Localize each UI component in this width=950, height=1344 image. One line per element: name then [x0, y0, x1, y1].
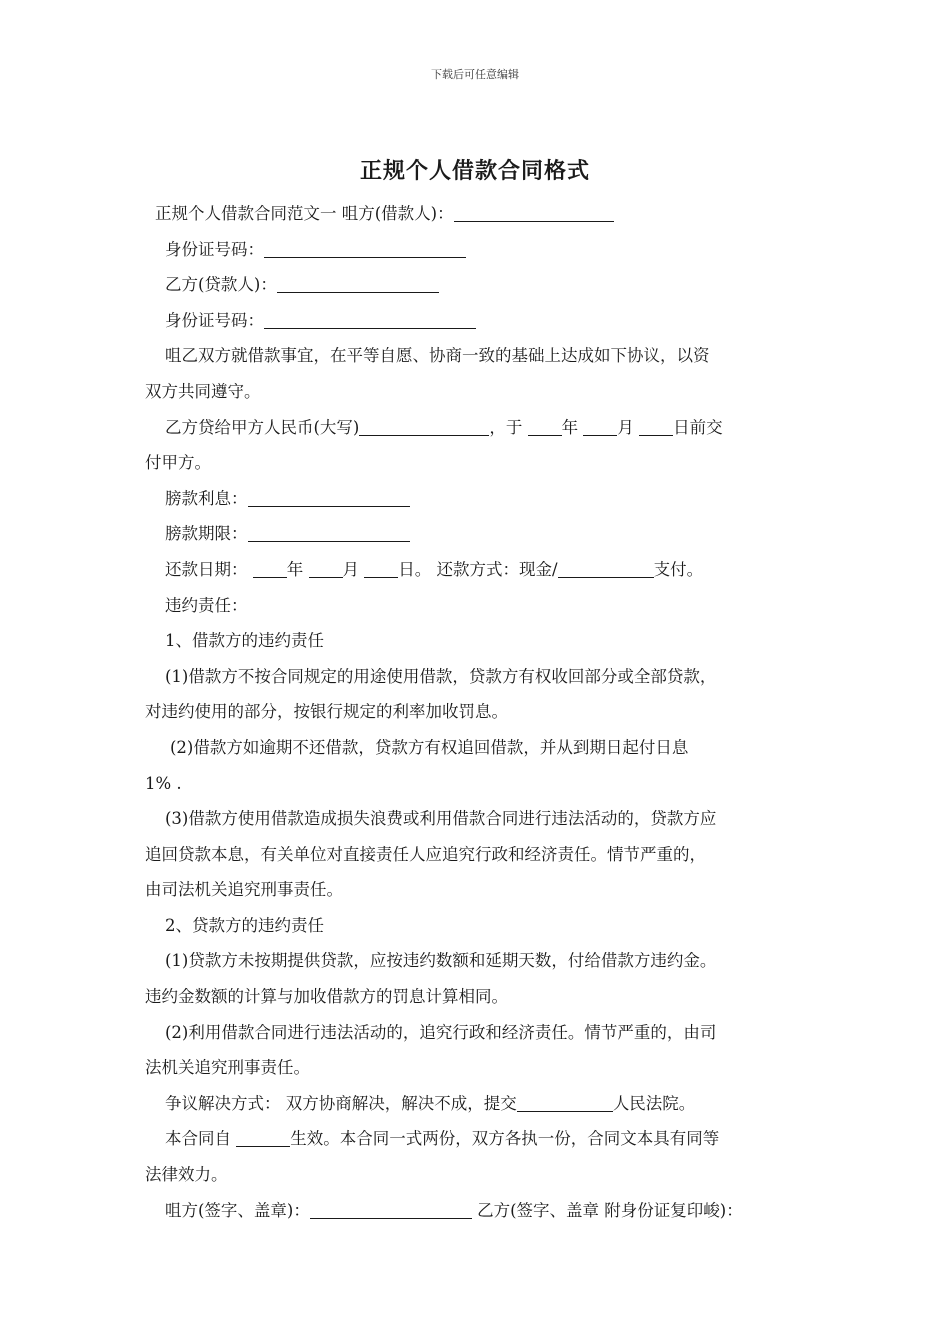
- lender-line: [145, 267, 813, 303]
- paragraph-line: 咀乙双方就借款事宜，在平等自愿、协商一致的基础上达成如下协议，以资: [165, 346, 710, 366]
- month-blank: [583, 415, 617, 436]
- section-heading: 1、借款方的违约责任: [165, 631, 324, 651]
- paragraph-line: 1% .: [145, 773, 182, 793]
- effective-line: [145, 1121, 813, 1157]
- borrower-id-line: [145, 232, 813, 268]
- text-segment: 人民法院。: [612, 1093, 696, 1113]
- court-blank: [517, 1091, 613, 1112]
- contract-body: [145, 196, 813, 1228]
- text-segment: 身份证号码：: [165, 239, 264, 259]
- term-line: [145, 516, 813, 552]
- text-segment: ，于: [489, 417, 528, 437]
- paragraph-line: 对违约使用的部分，按银行规定的利率加收罚息。: [145, 702, 508, 722]
- paragraph-line: 法律效力。: [145, 1165, 228, 1185]
- paragraph-line: 双方共同遵守。: [145, 381, 261, 401]
- borrower-name-blank: [454, 201, 614, 222]
- text-segment: 膀款期限：: [165, 524, 248, 544]
- text-segment: 生效。本合同一式两份，双方各执一份，合同文本具有同等: [290, 1129, 720, 1149]
- text-segment: 日前交: [673, 417, 723, 437]
- repayment-line: [145, 552, 813, 588]
- paragraph-line: 违约金数额的计算与加收借款方的罚息计算相同。: [145, 987, 508, 1007]
- paragraph-line: (3)借款方使用借款造成损失浪费或利用借款合同进行违法活动的，贷款方应: [165, 809, 717, 829]
- paragraph-line: (1)借款方不按合同规定的用途使用借款，贷款方有权收回部分或全部贷款，: [165, 666, 717, 686]
- text-segment: 争议解决方式： 双方协商解决，解决不成，提交: [165, 1093, 517, 1113]
- term-blank: [248, 521, 410, 542]
- paragraph-line: 由司法机关追究刑事责任。: [145, 880, 343, 900]
- lender-id-blank: [264, 308, 476, 329]
- payment-method-blank: [558, 557, 654, 578]
- amount-blank: [359, 415, 489, 436]
- year-blank: [528, 415, 562, 436]
- section-heading: 2、贷款方的违约责任: [165, 915, 324, 935]
- borrower-id-blank: [264, 237, 466, 258]
- text-segment: 膀款利息：: [165, 488, 248, 508]
- lender-id-line: [145, 303, 813, 339]
- interest-line: [145, 481, 813, 517]
- loan-amount-line: [145, 410, 813, 446]
- text-segment: 正规个人借款合同范文一 咀方(借款人)：: [155, 204, 454, 223]
- text-segment: 年: [286, 559, 309, 579]
- text-segment: 还款日期：: [165, 559, 253, 579]
- text-segment: 月: [342, 559, 365, 579]
- document-title: 正规个人借款合同格式: [359, 158, 590, 184]
- text-segment: 乙方(签字、盖章 附身份证复印峻)：: [471, 1200, 743, 1220]
- paragraph-line: 付甲方。: [145, 453, 211, 473]
- signature-line: [145, 1193, 813, 1229]
- year-blank: [253, 557, 287, 578]
- dispute-line: [145, 1086, 813, 1122]
- text-segment: 年: [561, 417, 584, 437]
- text-segment: 身份证号码：: [165, 310, 264, 330]
- interest-blank: [248, 486, 410, 507]
- text-segment: 咀方(签字、盖章)：: [165, 1200, 310, 1220]
- borrower-line: [145, 196, 813, 232]
- paragraph-line: 追回贷款本息，有关单位对直接责任人应追究行政和经济责任。情节严重的，: [145, 844, 706, 864]
- day-blank: [364, 557, 398, 578]
- paragraph-line: (2)借款方如逾期不还借款，贷款方有权追回借款，并从到期日起付日息: [170, 737, 689, 757]
- day-blank: [639, 415, 673, 436]
- text-segment: 日。 还款方式：现金/: [398, 559, 558, 579]
- header-note: 下载后可任意编辑: [431, 68, 519, 81]
- text-segment: 支付。: [653, 559, 704, 579]
- text-segment: 乙方(贷款人)：: [165, 275, 277, 295]
- section-heading: 违约责任：: [165, 595, 248, 615]
- text-segment: 本合同自: [165, 1129, 237, 1149]
- paragraph-line: 法机关追究刑事责任。: [145, 1058, 310, 1078]
- paragraph-line: (1)贷款方未按期提供贷款，应按违约数额和延期天数，付给借款方违约金。: [165, 951, 717, 971]
- lender-name-blank: [277, 272, 439, 293]
- effective-date-blank: [236, 1126, 290, 1147]
- month-blank: [309, 557, 343, 578]
- text-segment: 月: [617, 417, 640, 437]
- borrower-signature-blank: [310, 1198, 472, 1219]
- paragraph-line: (2)利用借款合同进行违法活动的，追究行政和经济责任。情节严重的，由司: [165, 1022, 717, 1042]
- text-segment: 乙方贷给甲方人民币(大写): [165, 417, 360, 437]
